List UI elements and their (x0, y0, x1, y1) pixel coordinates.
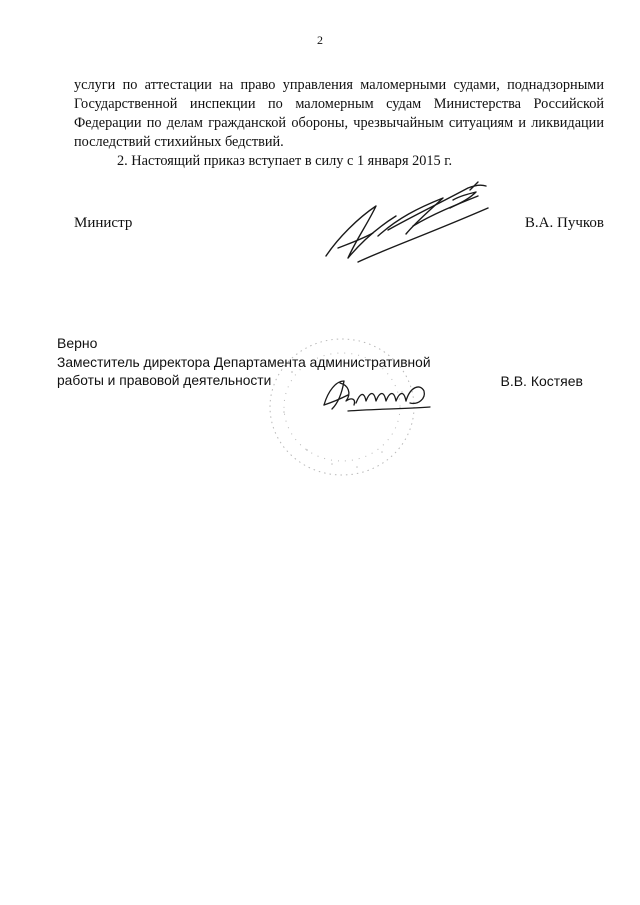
deputy-title-line-2: работы и правовой деятельности (57, 373, 272, 388)
body-paragraph-effective-date: 2. Настоящий приказ вступает в силу с 1 января 2015 г. (117, 153, 453, 169)
minister-title: Министр (74, 215, 133, 231)
deputy-title-line-1: Заместитель директора Департамента административной (57, 355, 431, 370)
document-body (74, 76, 604, 171)
minister-signature-icon (318, 178, 498, 278)
deputy-director-name: В.В. Костяев (500, 373, 583, 389)
body-paragraph-continuation: услуги по аттестации на право управления маломерными судами, поднадзорными Государственной инспекции по маломерным судам Министерства Российской Федерации по делам гражданской обороны, чрезвычайным ситуациям и ликвидации последствий стихийных бедствий. (74, 77, 604, 150)
deputy-signature-icon (318, 373, 438, 418)
certified-label: Верно (57, 335, 98, 351)
page-number: 2 (317, 33, 323, 47)
minister-name: В.А. Пучков (524, 215, 604, 231)
